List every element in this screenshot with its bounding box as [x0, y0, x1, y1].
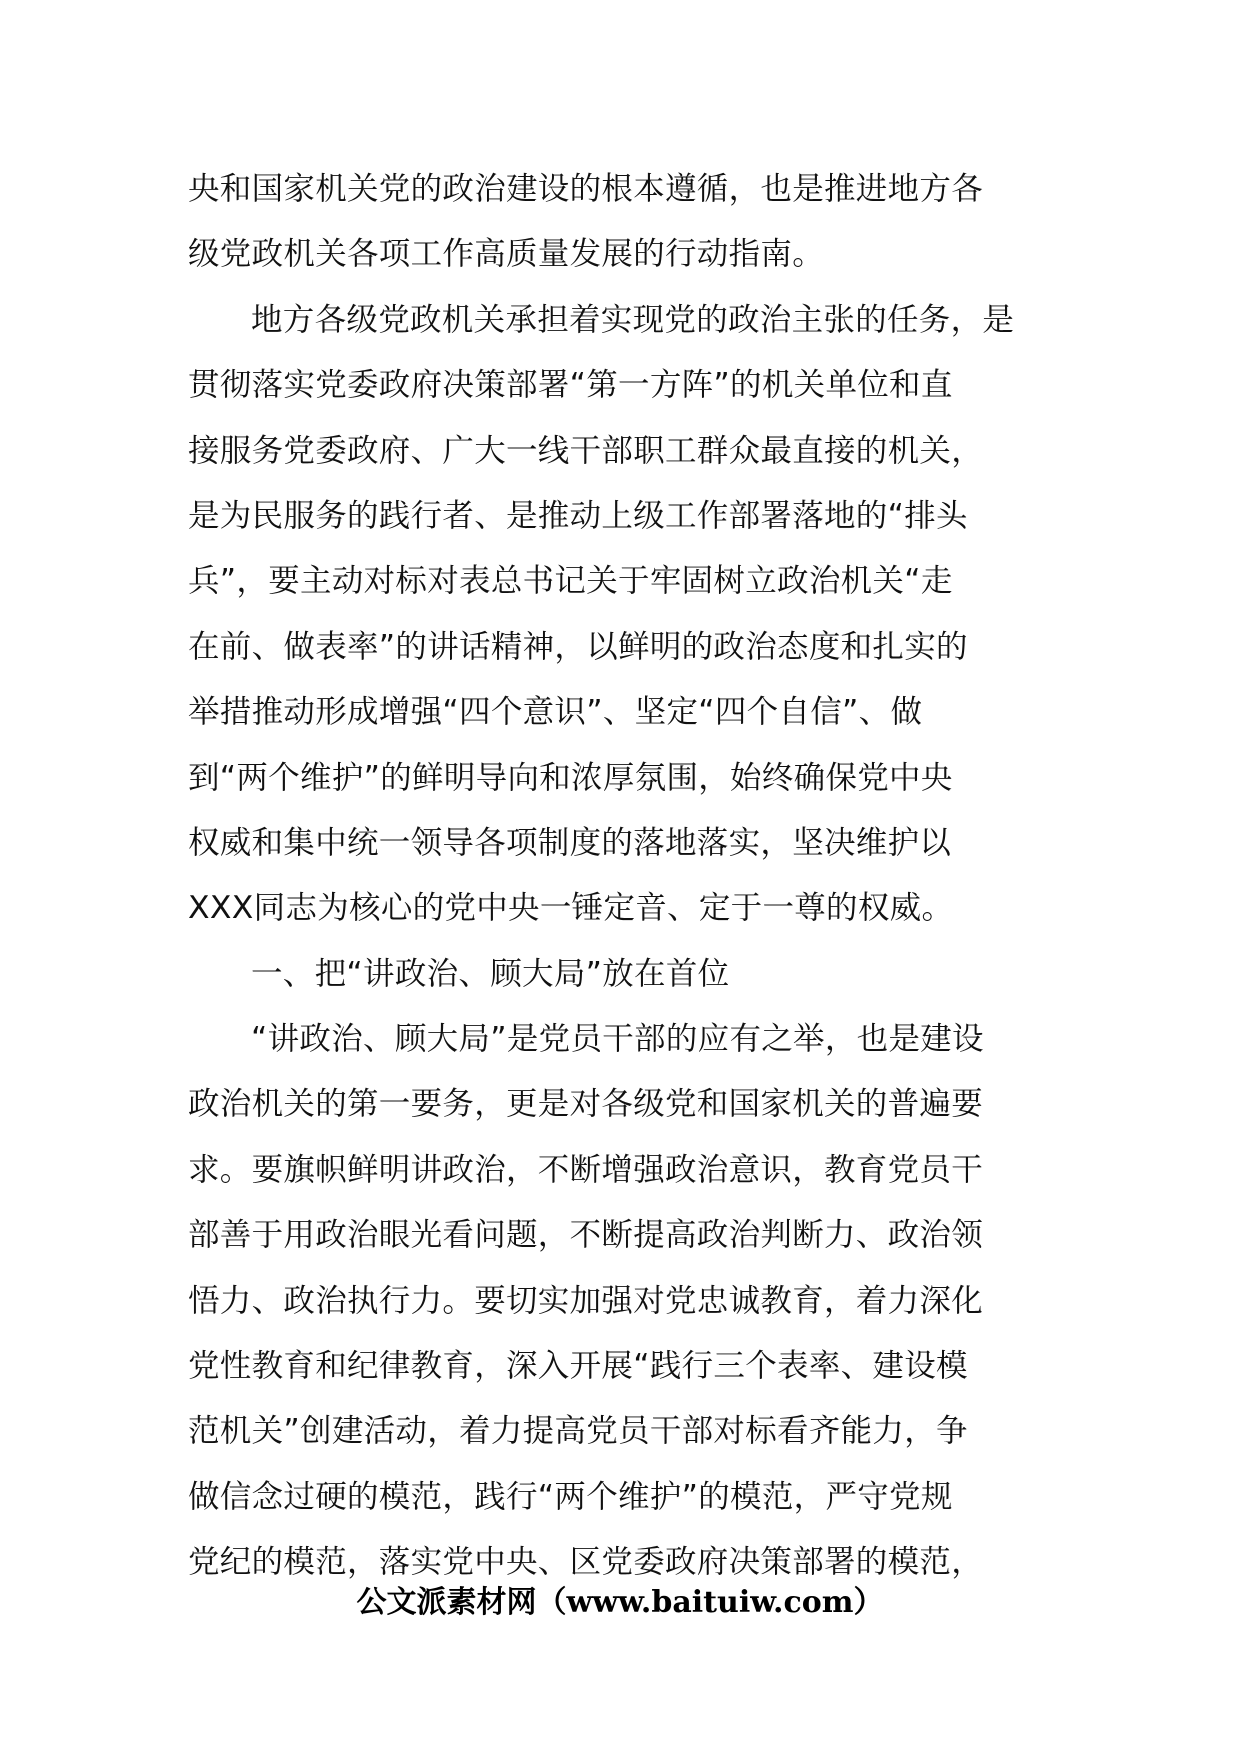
text-line: 政治机关的第一要务，更是对各级党和国家机关的普遍要 [188, 1086, 984, 1123]
text-line: XXX同志为核心的党中央一锤定音、定于一尊的权威。 [188, 890, 954, 927]
text-line: 是为民服务的践行者、是推动上级工作部署落地的“排头 [188, 497, 968, 534]
text-line: 悟力、政治执行力。要切实加强对党忠诚教育，着力深化 [188, 1282, 984, 1319]
text-line: 兵”，要主动对标对表总书记关于牢固树立政治机关“走 [188, 563, 953, 600]
text-line: 级党政机关各项工作高质量发展的行动指南。 [188, 236, 825, 273]
section-heading: 一、把“讲政治、顾大局”放在首位 [251, 955, 730, 992]
text-line: 党性教育和纪律教育，深入开展“践行三个表率、建设模 [188, 1348, 968, 1385]
text-line: 做信念过硬的模范，践行“两个维护”的模范，严守党规 [188, 1478, 953, 1515]
text-line: 求。要旗帜鲜明讲政治，不断增强政治意识，教育党员干 [188, 1151, 984, 1188]
text-line: 接服务党委政府、广大一线干部职工群众最直接的机关， [188, 432, 984, 469]
text-line: 地方各级党政机关承担着实现党的政治主张的任务，是 [251, 301, 1015, 338]
text-line: “讲政治、顾大局”是党员干部的应有之举，也是建设 [251, 1021, 984, 1058]
text-line: 权威和集中统一领导各项制度的落地落实，坚决维护以 [188, 824, 952, 861]
text-line: 举措推动形成增强“四个意识”、坚定“四个自信”、做 [188, 694, 923, 731]
document-body [188, 157, 1058, 1596]
text-line: 央和国家机关党的政治建设的根本遵循，也是推进地方各 [188, 171, 984, 207]
footer-watermark: 公文派素材网（www.baituiw.com） [356, 1585, 884, 1620]
text-line: 党纪的模范，落实党中央、区党委政府决策部署的模范， [188, 1544, 984, 1581]
text-line: 在前、做表率”的讲话精神，以鲜明的政治态度和扎实的 [188, 628, 968, 665]
text-line: 范机关”创建活动，着力提高党员干部对标看齐能力，争 [188, 1413, 968, 1450]
text-line: 到“两个维护”的鲜明导向和浓厚氛围，始终确保党中央 [188, 759, 953, 796]
text-line: 部善于用政治眼光看问题，不断提高政治判断力、政治领 [188, 1217, 984, 1254]
text-line: 贯彻落实党委政府决策部署“第一方阵”的机关单位和直 [188, 367, 953, 404]
